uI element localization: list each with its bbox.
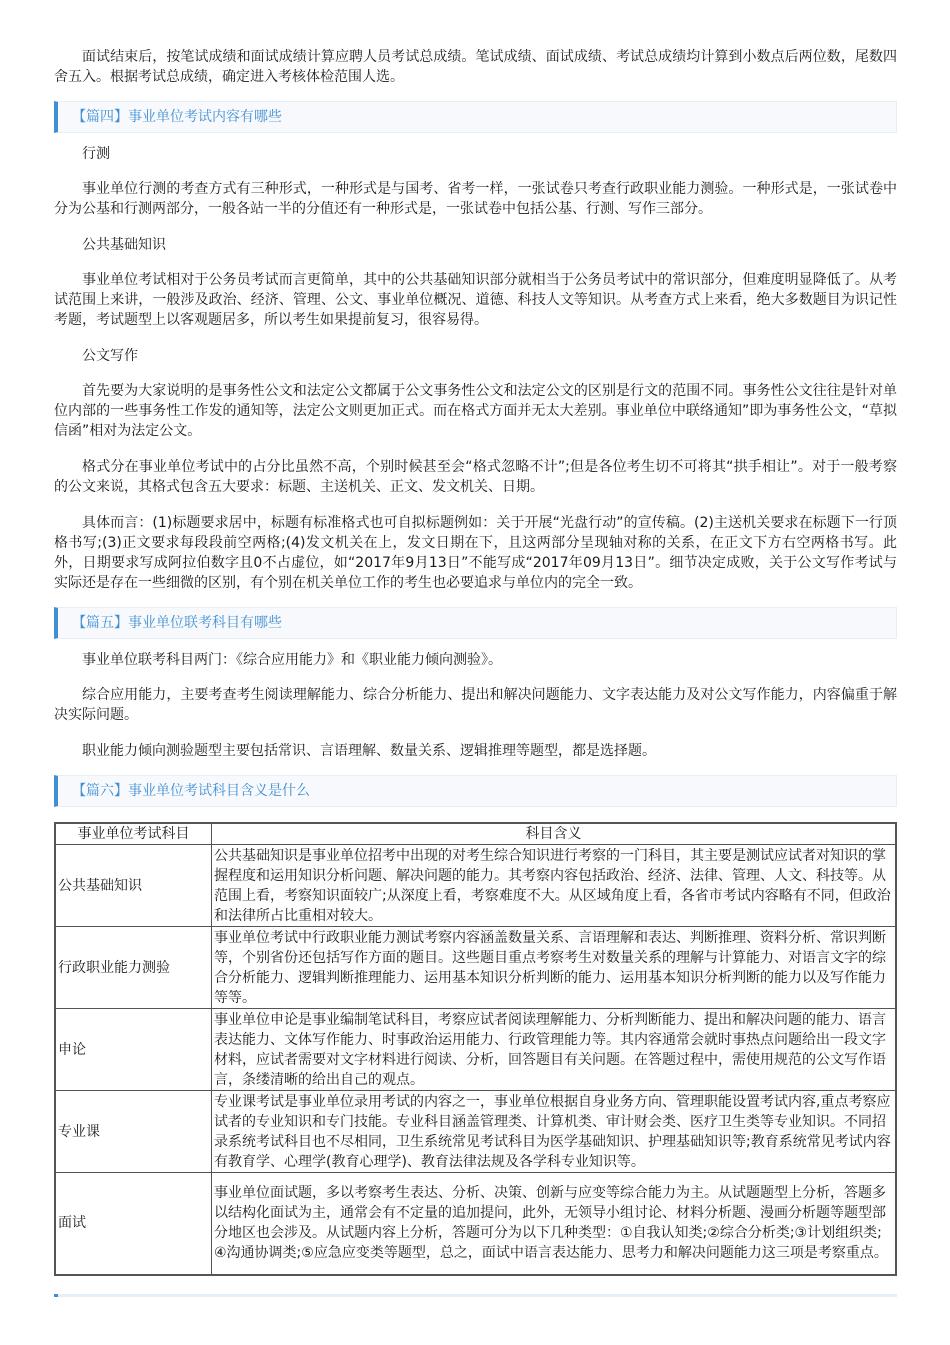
table-row: [55, 1173, 896, 1275]
section5-p3-block: [54, 741, 897, 761]
section4-title: 【篇四】事业单位考试内容有哪些: [72, 109, 282, 125]
section4-sub3-block: [54, 346, 897, 366]
section6-title: 【篇六】事业单位考试科目含义是什么: [72, 783, 310, 799]
section5-paragraph-2: 综合应用能力，主要考查考生阅读理解能力、综合分析能力、提出和解决问题能力、文字表达能力及对公文写作能力，内容偏重于解决实际问题。: [54, 687, 897, 723]
table-row: [55, 845, 896, 927]
table-cell-subject: 面试: [55, 1173, 212, 1275]
table-cell-subject: 专业课: [55, 1091, 212, 1173]
section5-header: [54, 607, 897, 639]
table-cell-meaning: 事业单位面试题，多以考察考生表达、分析、决策、创新与应变等综合能力为主。从试题题型上分析，答题多以结构化面试为主，通常会有不定量的追加提问，此外，无领导小组讨论、材料分析题、漫画分析题等题型部分地区也会涉及。从试题内容上分析，答题可分为以下几种类型：①自我认知类;②综合分析类;③计划组织类;④沟通协调类;⑤应急应变类等题型，总之，面试中语言表达能力、思考力和解决问题能力这三项是考察重点。: [212, 1173, 897, 1275]
section4-paragraph-4: 格式分在事业单位考试中的占分比虽然不高，个别时候甚至会“格式忽略不计”;但是各位考生切不可将其“拱手相让”。对于一般考察的公文来说，其格式包含五大要求：标题、主送机关、正文、发文机关、日期。: [54, 459, 897, 495]
table-header-row: [55, 823, 896, 845]
section4-paragraph-5: 具体而言：(1)标题要求居中，标题有标准格式也可自拟标题例如：关于开展“光盘行动”的宣传稿。(2)主送机关要求在标题下一行顶格书写;(3)正文要求每段段前空两格;(4)发文机关在上，发文日期在下，且这两部分呈现轴对称的关系，在正文下方右空两格书写。此外，日期要求写成阿拉伯数字且0不占虚位，如“2017年9月13日”不能写成“2017年09月13日”。细节决定成败，关于公文写作考试与实际还是存在一些细微的区别，有个别在机关单位工作的考生也必要追求与单位内的完全一致。: [54, 515, 897, 591]
bottom-divider: [54, 1294, 897, 1297]
section4-p4-block: [54, 457, 897, 497]
section4-sub2-block: [54, 235, 897, 255]
table-cell-subject: 申论: [55, 1009, 212, 1091]
section5-paragraph-3: 职业能力倾向测验题型主要包括常识、言语理解、数量关系、逻辑推理等题型，都是选择题。: [82, 743, 656, 759]
section4-p3-block: [54, 381, 897, 441]
section4-paragraph-3: 首先要为大家说明的是事务性公文和法定公文都属于公文事务性公文和法定公文的区别是行文的范围不同。事务性公文往往是针对单位内部的一些事务性工作发的通知等，法定公文则更加正式。而在格式方面并无太大差别。事业单位中联络通知”即为事务性公文，“草拟信函”相对为法定公文。: [54, 383, 897, 439]
table-cell-meaning: 事业单位考试中行政职业能力测试考察内容涵盖数量关系、言语理解和表达、判断推理、资料分析、常识判断等，个别省份还包括写作方面的题目。这些题目重点考察考生对数量关系的理解与计算能力、对语言文字的综合分析能力、逻辑判断推理能力、运用基本知识分析判断的能力、运用基本知识分析判断的能力以及写作能力等等。: [212, 927, 897, 1009]
intro-paragraph-block: [54, 47, 897, 87]
section4-p5-block: [54, 513, 897, 593]
table-cell-subject: 公共基础知识: [55, 845, 212, 927]
subjects-table: [54, 822, 897, 1276]
section4-subheading-gongwen: 公文写作: [82, 348, 138, 364]
table-cell-meaning: 公共基础知识是事业单位招考中出现的对考生综合知识进行考察的一门科目，其主要是测试应试者对知识的掌握程度和运用知识分析问题、解决问题的能力。其考察内容包括政治、经济、法律、管理、人文、科技等。从范围上看，考察知识面较广;从深度上看，考察难度不大。从区域角度上看，各省市考试内容略有不同，但政治和法律所占比重相对较大。: [212, 845, 897, 927]
table-header-meaning: 科目含义: [212, 823, 897, 845]
table-header-subject: 事业单位考试科目: [55, 823, 212, 845]
section4-header: [54, 101, 897, 133]
table-cell-subject: 行政职业能力测验: [55, 927, 212, 1009]
section4-p1-block: [54, 179, 897, 219]
section5-title: 【篇五】事业单位联考科目有哪些: [72, 615, 282, 631]
table-cell-meaning: 事业单位申论是事业编制笔试科目，考察应试者阅读理解能力、分析判断能力、提出和解决问题的能力、语言表达能力、文体写作能力、时事政治运用能力、行政管理能力等。其内容通常会就时事热点问题给出一段文字材料，应试者需要对文字材料进行阅读、分析，回答题目有关问题。在答题过程中，需使用规范的公文写作语言，条缕清晰的给出自己的观点。: [212, 1009, 897, 1091]
table-row: [55, 1091, 896, 1173]
table-row: [55, 927, 896, 1009]
table-row: [55, 1009, 896, 1091]
section4-sub1-block: [54, 144, 897, 164]
section5-p2-block: [54, 685, 897, 725]
section4-subheading-gongji: 公共基础知识: [82, 237, 166, 253]
section4-paragraph-1: 事业单位行测的考查方式有三种形式，一种形式是与国考、省考一样，一张试卷只考查行政职业能力测验。一种形式是，一张试卷中分为公基和行测两部分，一般各站一半的分值还有一种形式是，一张试卷中包括公基、行测、写作三部分。: [54, 181, 897, 217]
intro-paragraph: 面试结束后，按笔试成绩和面试成绩计算应聘人员考试总成绩。笔试成绩、面试成绩、考试总成绩均计算到小数点后两位数，尾数四舍五入。根据考试总成绩，确定进入考核体检范围人选。: [54, 49, 897, 85]
section4-subheading-xingce: 行测: [82, 146, 110, 162]
section4-p2-block: [54, 270, 897, 330]
section4-paragraph-2: 事业单位考试相对于公务员考试而言更简单，其中的公共基础知识部分就相当于公务员考试中的常识部分，但难度明显降低了。从考试范围上来讲，一般涉及政治、经济、管理、公文、事业单位概况、道德、科技人文等知识。从考查方式上来看，绝大多数题目为识记性考题，考试题型上以客观题居多，所以考生如果提前复习，很容易得。: [54, 272, 897, 328]
section5-p1-block: [54, 650, 897, 670]
section5-paragraph-1: 事业单位联考科目两门：《综合应用能力》和《职业能力倾向测验》。: [82, 652, 502, 668]
table-cell-meaning: 专业课考试是事业单位录用考试的内容之一，事业单位根据自身业务方向、管理职能设置考试内容,重点考察应试者的专业知识和专门技能。专业科目涵盖管理类、计算机类、审计财会类、医疗卫生类等专业知识。不同招录系统考试科目也不尽相同，卫生系统常见考试科目为医学基础知识、护理基础知识等;教育系统常见考试内容有教育学、心理学(教育心理学)、教育法律法规及各学科专业知识等。: [212, 1091, 897, 1173]
section6-header: [54, 775, 897, 807]
